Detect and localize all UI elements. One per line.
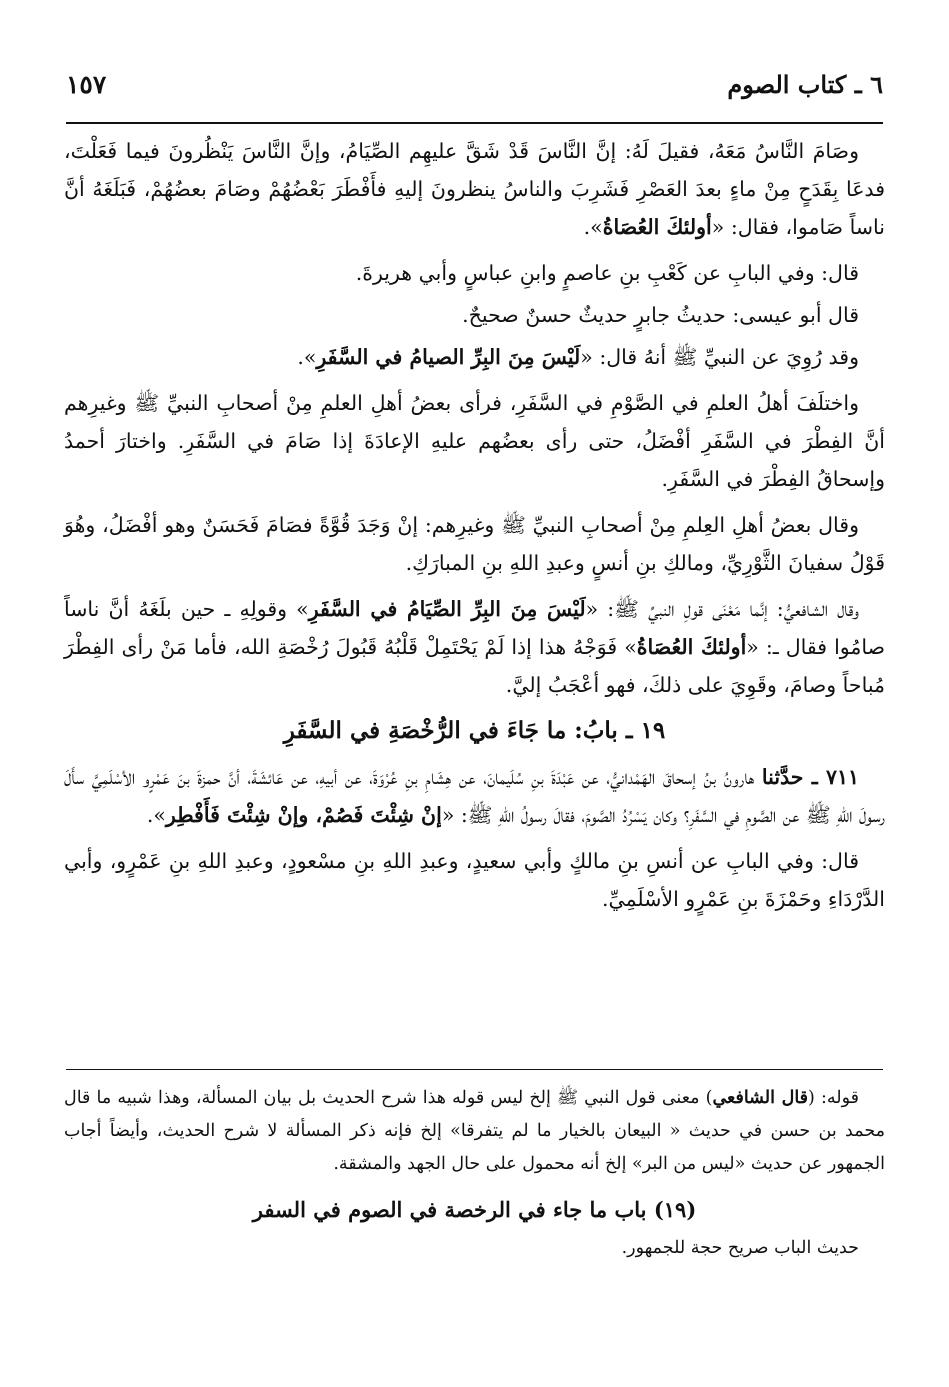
paragraph-2: قال: وفي البابِ عن كَعْبِ بنِ عاصمٍ وابنِ عباسٍ وأبي هريرةَ. (355, 261, 859, 285)
hadith-quote: لَيْسَ مِنَ البِرِّ الصِّيَامُ في السَّفَرِ (308, 597, 586, 621)
hadith-quote: إنْ شِئْتَ فَصُمْ، وإنْ شِئْتَ فَأَفْطِر (165, 803, 442, 827)
hadith-number: ٧١١ ـ (803, 765, 860, 789)
paragraph-9: قال: وفي البابِ عن أنسِ بنِ مالكٍ وأبي سعيدٍ، وعبدِ اللهِ بنِ مسْعودٍ، وعبدِ اللهِ بنِ عَمْرٍو، وأبي الدَّرْدَاءِ وحَمْزَةَ بنِ عَمْرٍو الأسْلَمِيِّ. (64, 849, 885, 911)
hadith-quote: أولئكَ العُصَاةُ (636, 635, 747, 659)
main-text (64, 132, 885, 926)
hadith-711: ٧١١ ـ حدَّثنا هارونُ بنُ إسحاقَ الهَمْدانيُّ، عن عَبْدَةَ بنِ سُلَيمانَ، عن هِشَامِ بنِ عُرْوَةَ، عن أبيهِ، عن عَائشَةَ، أنَّ حمزةَ بنَ عَمْرٍو الأسْلَمِيَّ سأَلَ رسولَ اللهِ ﷺ عن الصَّومِ في السَّفَرِ؟ وكان يَسْرُدُ الصَّومَ، فقالَ رسولُ اللهِ ﷺ: «إنْ شِئْتَ فَصُمْ، وإنْ شِئْتَ فَأَفْطِر». (64, 765, 885, 827)
page-number: ١٥٧ (66, 70, 107, 99)
paragraph-3: قال أبو عيسى: حديثُ جابرٍ حديثٌ حسنٌ صحيحٌ. (462, 303, 859, 327)
paragraph-1: وصَامَ النَّاسُ مَعَهُ، فقيلَ لَهُ: إنَّ النَّاسَ قَدْ شَقَّ عليهِم الصِّيَامُ، وإنَّ النَّاسَ يَنْظُرونَ فيما فَعَلْتَ، فدعَا بِقَدَحٍ مِنْ ماءٍ بعدَ العَصْرِ فَشَرِبَ والناسُ ينظرونَ إليهِ فأَفْطَرَ بَعْضُهُمْ وصَامَ بعضُهُمْ، فَبَلَغَهُ أنَّ ناساً صَاموا، فقال: «أولئكَ العُصَاةُ». (64, 139, 885, 239)
paragraph-4: وقد رُوِيَ عن النبيِّ ﷺ أنهُ قال: «لَيْسَ مِنَ البِرِّ الصيامُ في السَّفَرِ». (297, 345, 859, 369)
footnote-divider (66, 1069, 883, 1070)
hadith-quote: لَيْسَ مِنَ البِرِّ الصيامُ في السَّفَرِ (316, 345, 581, 369)
footnote-heading: (١٩) باب ما جاء في الرخصة في الصوم في السفر (252, 1197, 697, 1222)
paragraph-5: واختلَفَ أهلُ العلمِ في الصَّوْمِ في السَّفَرِ، فرأى بعضُ أهلِ العلمِ مِنْ أصحابِ النبيِّ ﷺ وغيرِهم أنَّ الفِطْرَ في السَّفَرِ أفْضَلُ، حتى رأى بعضُهم عليهِ الإعادَةَ إذا صَامَ في السَّفَرِ. واختارَ أحمدُ وإسحاقُ الفِطْرَ في السَّفَرِ. (64, 391, 885, 491)
footnote-2: حديث الباب صريح حجة للجمهور. (621, 1238, 859, 1258)
paragraph-6: وقال بعضُ أهلِ العِلمِ مِنْ أصحابِ النبيِّ ﷺ وغيرِهم: إنْ وَجَدَ قُوَّةً فصَامَ فَحَسَنٌ وهو أفْضَلُ، وهُوَ قَوْلُ سفيانَ الثَّوْرِيِّ، ومالكِ بنِ أنسٍ وعبدِ اللهِ بنِ المبارَكِ. (64, 513, 885, 575)
footnote-1: قوله: (قال الشافعي) معنى قول النبي ﷺ إلخ ليس قوله هذا شرح الحديث بل بيان المسألة، وهذا شبيه ما قال محمد بن حسن في حديث « البيعان بالخيار ما لم يتفرقا» إلخ فإنه ذكر المسألة لا شرح الحديث، وأيضاً أجاب الجمهور عن حديث «ليس من البر» إلخ أنه محمول على حال الجهد والمشقة. (64, 1088, 885, 1174)
hadith-quote: أولئكَ العُصَاةُ (602, 215, 712, 239)
paragraph-7: وقال الشافعيُّ: إنَّما مَعْنَى قولِ النبيِّ ﷺ: «لَيْسَ مِنَ البِرِّ الصِّيَامُ في السَّفَرِ» وقولِهِ ـ حين بلَغَهُ أنَّ ناساً صامُوا فقال ـ: «أولئكَ العُصَاةُ» فَوَجْهُ هذا إذا لَمْ يَحْتَمِلْ قَلْبُهُ قَبُولَ رُخْصَةِ الله، فأما مَنْ رأى الفِطْرَ مُباحاً وصامَ، وقَوِيَ على ذلكَ، فهو أعْجَبُ إليَّ. (64, 597, 885, 697)
header-divider (66, 122, 883, 124)
page-header (66, 66, 883, 104)
chapter-heading: ١٩ ـ بابُ: ما جَاءَ في الرُّخْصَةِ في السَّفَرِ (283, 717, 666, 744)
isnad-start: حدَّثنا (761, 765, 804, 789)
running-title: ٦ ـ كتاب الصوم (727, 70, 883, 99)
footnotes (64, 1082, 885, 1265)
